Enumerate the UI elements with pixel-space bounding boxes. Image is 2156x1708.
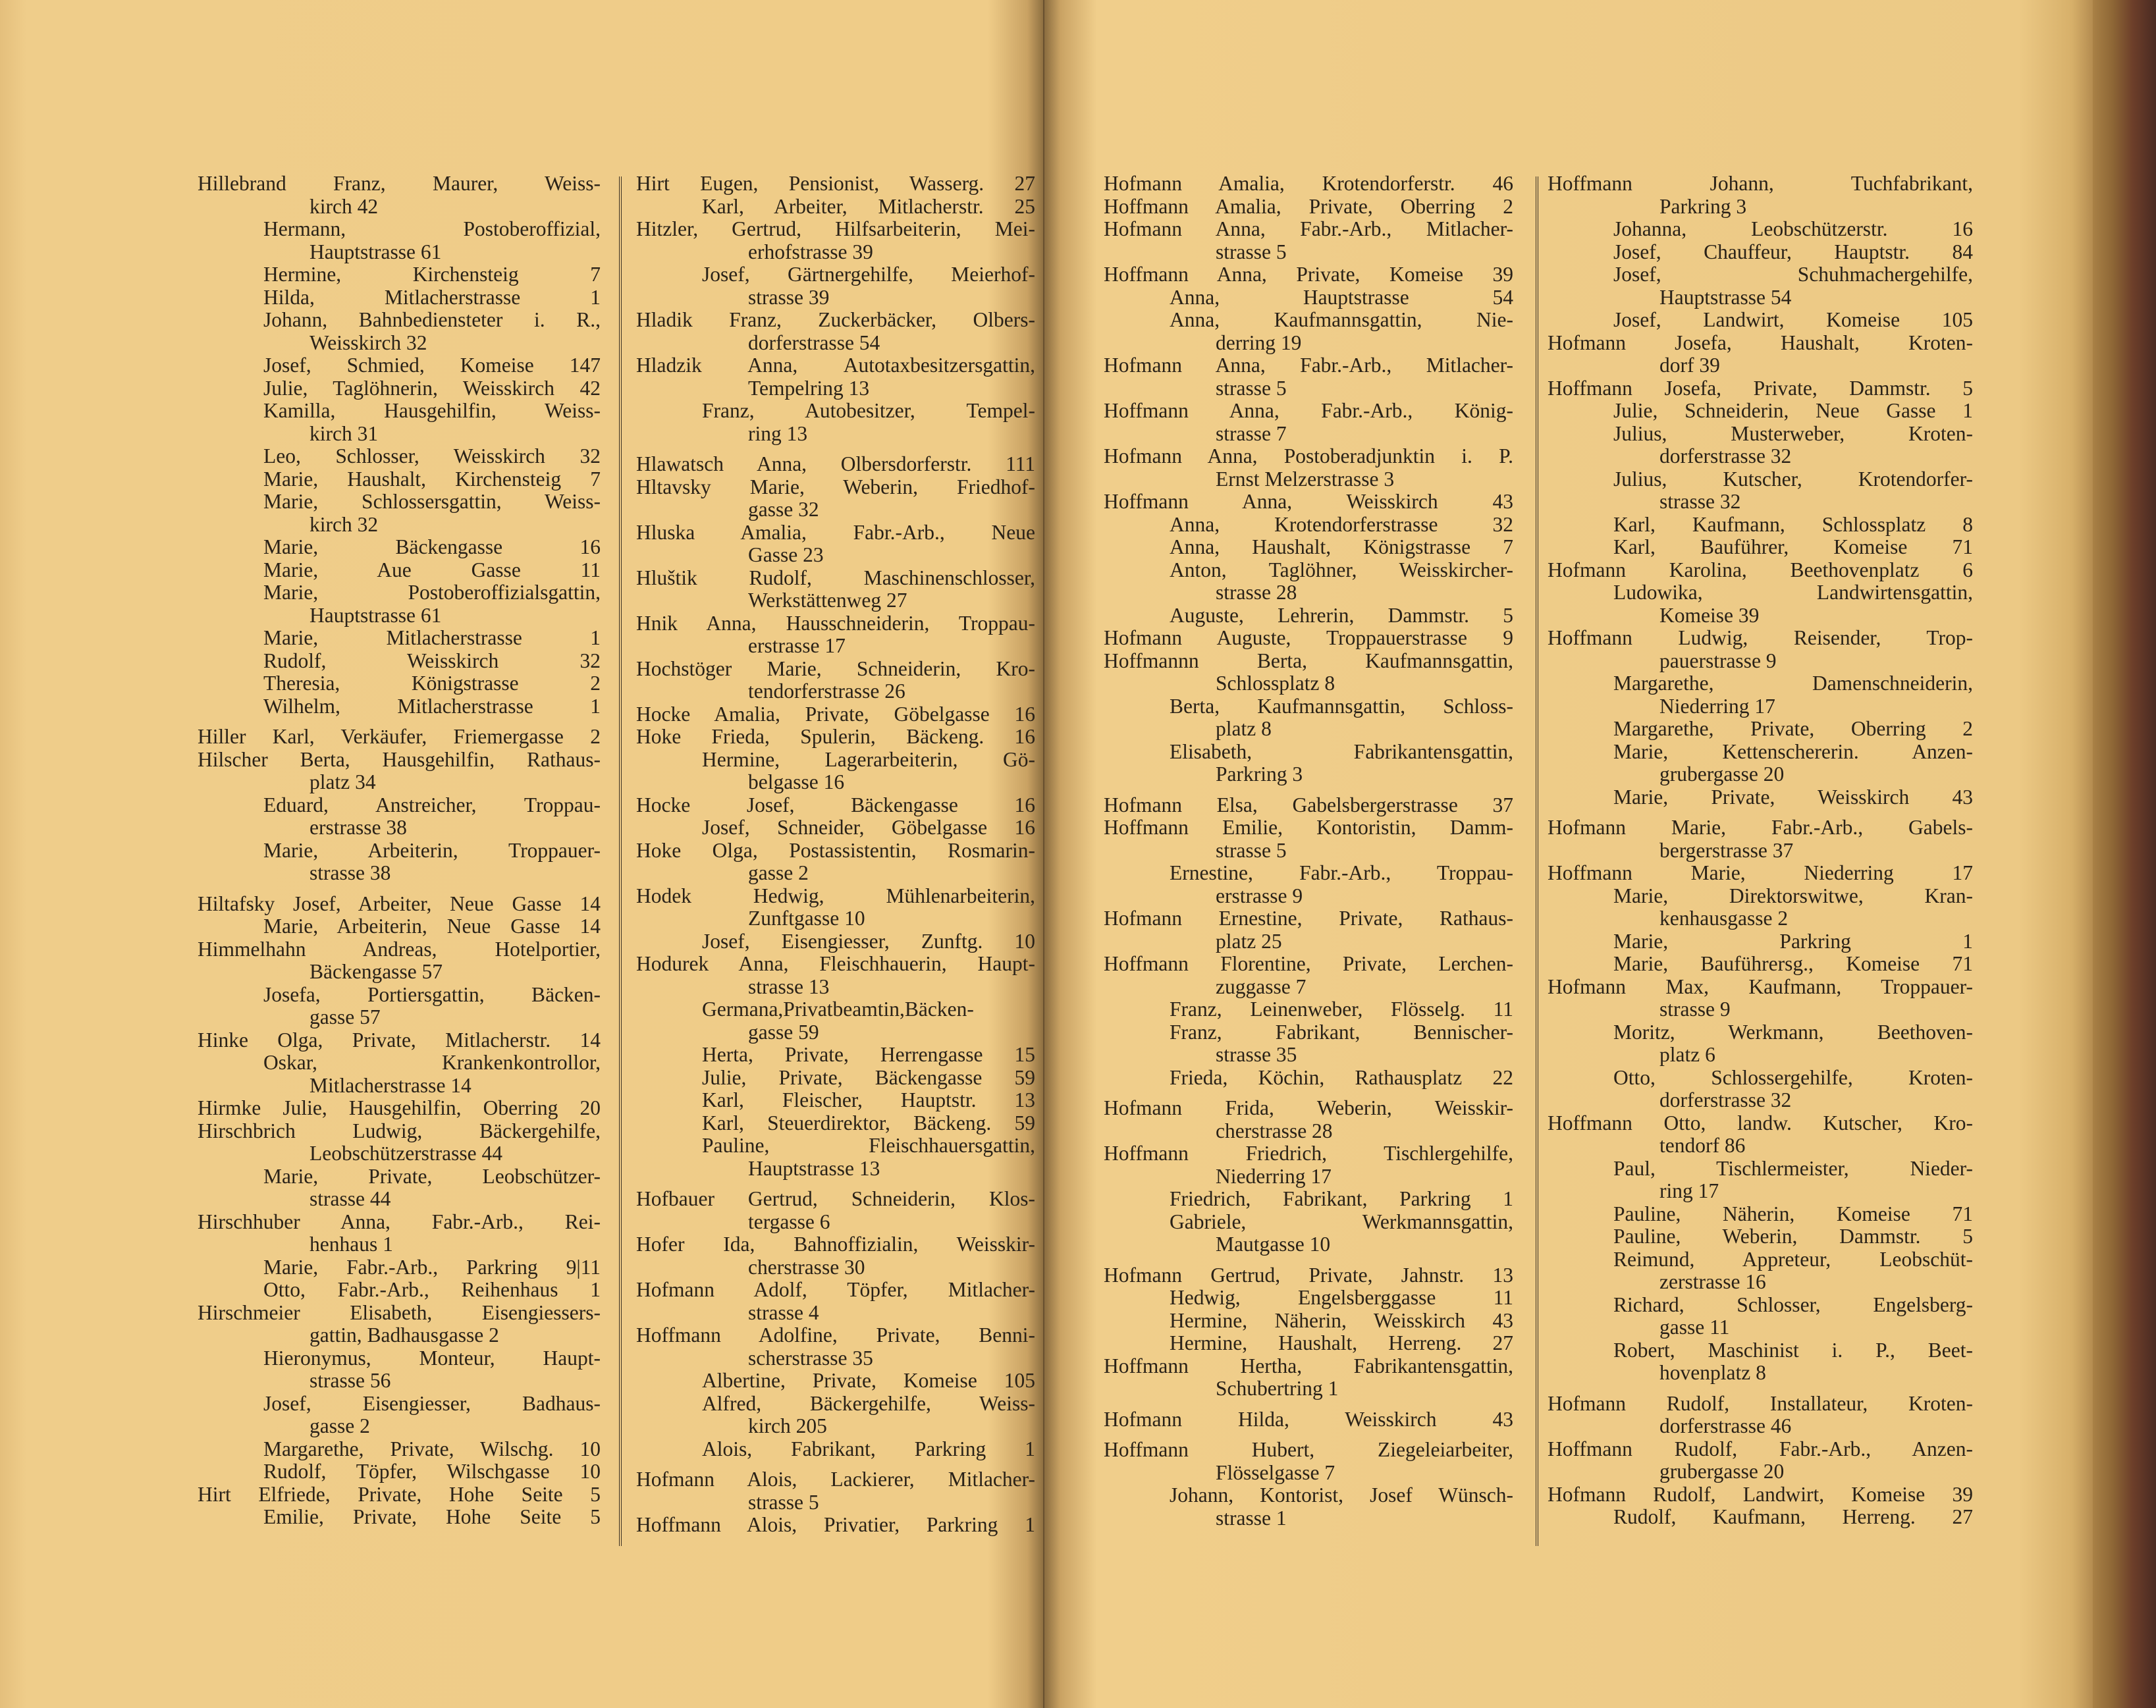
directory-line: Anton, Taglöhner, Weisskircher- <box>1170 558 1513 581</box>
directory-line: Josef, Eisengiesser, Zunftg. 10 <box>702 929 1035 953</box>
directory-line: Franz, Leinenweber, Flösselg. 11 <box>1170 998 1513 1021</box>
directory-line: Hofmann Ernestine, Private, Rathaus- <box>1104 907 1513 930</box>
column-2 <box>636 173 1035 1537</box>
directory-line: Hofmann Anna, Fabr.-Arb., Mitlacher- <box>1104 217 1513 240</box>
directory-line: ring 13 <box>748 421 808 445</box>
directory-line: strasse 7 <box>1216 421 1287 445</box>
directory-line: Anna, Krotendorferstrasse 32 <box>1170 512 1513 536</box>
directory-line: Hoffmann Anna, Private, Komeise 39 <box>1104 263 1513 286</box>
directory-line: Karl, Arbeiter, Mitlacherstr. 25 <box>702 194 1035 218</box>
directory-line: strasse 44 <box>310 1187 391 1210</box>
directory-line: Leobschützerstrasse 44 <box>310 1142 503 1165</box>
directory-line: Josef, Chauffeur, Hauptstr. 84 <box>1613 240 1973 263</box>
directory-line: dorf 39 <box>1659 354 1720 377</box>
directory-line: Auguste, Lehrerin, Dammstr. 5 <box>1170 603 1513 627</box>
directory-line: strasse 35 <box>1216 1043 1297 1066</box>
directory-line: Karl, Steuerdirektor, Bäckeng. 59 <box>702 1111 1035 1134</box>
directory-line: Hoffmann Amalia, Private, Oberring 2 <box>1104 194 1513 218</box>
directory-line: Hoffmann Anna, Weisskirch 43 <box>1104 490 1513 513</box>
column-rule <box>619 176 622 1546</box>
directory-line: Pauline, Fleischhauersgattin, <box>702 1134 1035 1157</box>
directory-line: Hauptstrasse 61 <box>310 240 442 263</box>
directory-line: Hocke Amalia, Private, Göbelgasse 16 <box>636 702 1035 726</box>
directory-line: Hirt Elfriede, Private, Hohe Seite 5 <box>198 1482 601 1506</box>
directory-line: Robert, Maschinist i. P., Beet- <box>1613 1338 1973 1362</box>
directory-line: hovenplatz 8 <box>1659 1361 1766 1384</box>
directory-line: Zunftgasse 10 <box>748 907 865 930</box>
directory-line: zuggasse 7 <box>1216 974 1307 998</box>
directory-line: gasse 2 <box>748 861 809 884</box>
directory-line: Hofmann Anna, Postoberadjunktin i. P. <box>1104 444 1513 467</box>
directory-line: Germana,Privatbeamtin,Bäcken- <box>702 998 974 1021</box>
directory-line: Hiltafsky Josef, Arbeiter, Neue Gasse 14 <box>198 892 601 915</box>
directory-line: Anna, Haushalt, Königstrasse 7 <box>1170 535 1513 558</box>
directory-line: Josef, Landwirt, Komeise 105 <box>1613 308 1973 331</box>
directory-line: tendorf 86 <box>1659 1134 1746 1157</box>
directory-line: kenhausgasse 2 <box>1659 907 1789 930</box>
directory-line: platz 25 <box>1216 929 1282 953</box>
directory-line: pauerstrasse 9 <box>1659 649 1777 672</box>
directory-line: Margarethe, Private, Oberring 2 <box>1613 717 1973 740</box>
directory-line: Hofmann Rudolf, Landwirt, Komeise 39 <box>1548 1482 1973 1506</box>
directory-line: Schubertring 1 <box>1216 1377 1339 1400</box>
directory-line: platz 34 <box>310 770 376 793</box>
directory-line: Hoffmann Anna, Fabr.-Arb., König- <box>1104 399 1513 422</box>
directory-line: Marie, Haushalt, Kirchensteig 7 <box>263 467 601 491</box>
directory-line: Hoffmann Ludwig, Reisender, Trop- <box>1548 626 1973 649</box>
directory-line: platz 6 <box>1659 1043 1715 1066</box>
directory-line: Bäckengasse 57 <box>310 960 443 983</box>
directory-line: Hoffmann Alois, Privatier, Parkring 1 <box>636 1513 1035 1536</box>
directory-line: gasse 59 <box>748 1020 819 1044</box>
directory-line: Hirmke Julie, Hausgehilfin, Oberring 20 <box>198 1096 601 1119</box>
directory-line: Pauline, Näherin, Komeise 71 <box>1613 1202 1973 1225</box>
directory-line: Leo, Schlosser, Weisskirch 32 <box>263 444 601 467</box>
directory-line: strasse 38 <box>310 861 391 884</box>
gutter <box>1043 0 1044 1708</box>
directory-line: Hirschhuber Anna, Fabr.-Arb., Rei- <box>198 1210 601 1233</box>
directory-line: Weisskirch 32 <box>310 331 427 354</box>
directory-line: zerstrasse 16 <box>1659 1270 1766 1293</box>
directory-line: Alfred, Bäckergehilfe, Weiss- <box>702 1391 1035 1415</box>
directory-line: Hofmann Marie, Fabr.-Arb., Gabels- <box>1548 816 1973 839</box>
directory-line: Hoffmann Friedrich, Tischlergehilfe, <box>1104 1142 1513 1165</box>
directory-line: strasse 39 <box>748 285 830 309</box>
directory-line: Mautgasse 10 <box>1216 1233 1331 1256</box>
directory-line: Elisabeth, Fabrikantensgattin, <box>1170 739 1513 763</box>
directory-line: Hodek Hedwig, Mühlenarbeiterin, <box>636 884 1035 907</box>
directory-line: Karl, Kaufmann, Schlossplatz 8 <box>1613 512 1973 536</box>
directory-line: Hnik Anna, Hausschneiderin, Troppau- <box>636 611 1035 635</box>
directory-line: Hauptstrasse 61 <box>310 603 442 627</box>
directory-line: Schlossplatz 8 <box>1216 672 1335 695</box>
directory-line: kirch 31 <box>310 421 379 445</box>
directory-line: Hermine, Haushalt, Herreng. 27 <box>1170 1331 1513 1354</box>
directory-line: Marie, Bäckengasse 16 <box>263 535 601 558</box>
directory-line: strasse 5 <box>1216 838 1287 862</box>
directory-line: Ludowika, Landwirtensgattin, <box>1613 581 1973 604</box>
directory-line: Gabriele, Werkmannsgattin, <box>1170 1210 1513 1233</box>
directory-line: Marie, Mitlacherstrasse 1 <box>263 626 601 649</box>
directory-line: Anna, Hauptstrasse 54 <box>1170 285 1513 309</box>
directory-line: Richard, Schlosser, Engelsberg- <box>1613 1293 1973 1316</box>
directory-line: Hedwig, Engelsberggasse 11 <box>1170 1286 1513 1309</box>
directory-line: grubergasse 20 <box>1659 1460 1785 1483</box>
directory-line: Julie, Taglöhnerin, Weisskirch 42 <box>263 376 601 400</box>
directory-line: strasse 1 <box>1216 1506 1287 1530</box>
directory-line: Hermine, Lagerarbeiterin, Gö- <box>702 747 1035 771</box>
directory-line: Ernestine, Fabr.-Arb., Troppau- <box>1170 861 1513 884</box>
directory-line: Hofmann Rudolf, Installateur, Kroten- <box>1548 1391 1973 1415</box>
directory-line: strasse 5 <box>1216 240 1287 263</box>
directory-line: Hoffmann Johann, Tuchfabrikant, <box>1548 172 1973 195</box>
directory-line: erstrasse 17 <box>748 634 846 657</box>
directory-line: Johann, Bahnbediensteter i. R., <box>263 308 601 331</box>
directory-line: Hoffmann Hertha, Fabrikantensgattin, <box>1104 1354 1513 1377</box>
directory-line: Werkstättenweg 27 <box>748 589 907 612</box>
directory-line: Johann, Kontorist, Josef Wünsch- <box>1170 1483 1513 1507</box>
directory-line: Friedrich, Fabrikant, Parkring 1 <box>1170 1187 1513 1210</box>
directory-line: Ernst Melzerstrasse 3 <box>1216 467 1395 491</box>
directory-line: Marie, Private, Leobschützer- <box>263 1164 601 1188</box>
column-rule <box>1536 176 1538 1546</box>
directory-line: Anna, Kaufmannsgattin, Nie- <box>1170 308 1513 331</box>
directory-line: Rudolf, Töpfer, Wilschgasse 10 <box>263 1460 601 1483</box>
directory-line: Hoffmann Florentine, Private, Lerchen- <box>1104 952 1513 975</box>
directory-line: strasse 32 <box>1659 490 1741 513</box>
directory-line: Berta, Kaufmannsgattin, Schloss- <box>1170 694 1513 718</box>
directory-line: Marie, Fabr.-Arb., Parkring 9|11 <box>263 1255 601 1279</box>
directory-line: Hirt Eugen, Pensionist, Wasserg. 27 <box>636 172 1035 195</box>
directory-line: erstrasse 38 <box>310 816 407 839</box>
directory-line: Theresia, Königstrasse 2 <box>263 672 601 695</box>
directory-line: Hitzler, Gertrud, Hilfsarbeiterin, Mei- <box>636 217 1035 240</box>
directory-line: Hofbauer Gertrud, Schneiderin, Klos- <box>636 1187 1035 1210</box>
directory-line: strasse 28 <box>1216 581 1297 604</box>
directory-line: Herta, Private, Herrengasse 15 <box>702 1043 1035 1066</box>
directory-line: Marie, Kettenschererin. Anzen- <box>1613 739 1973 763</box>
directory-line: strasse 4 <box>748 1300 819 1324</box>
directory-line: Margarethe, Damenschneiderin, <box>1613 672 1973 695</box>
directory-line: Himmelhahn Andreas, Hotelportier, <box>198 937 601 961</box>
directory-line: Hieronymus, Monteur, Haupt- <box>263 1346 601 1370</box>
directory-line: kirch 32 <box>310 512 379 536</box>
directory-line: Hirschbrich Ludwig, Bäckergehilfe, <box>198 1119 601 1142</box>
directory-line: Hochstöger Marie, Schneiderin, Kro- <box>636 656 1035 680</box>
directory-line: strasse 13 <box>748 974 830 998</box>
directory-line: derring 19 <box>1216 331 1302 354</box>
directory-line: Alois, Fabrikant, Parkring 1 <box>702 1437 1035 1460</box>
directory-line: Albertine, Private, Komeise 105 <box>702 1369 1035 1392</box>
directory-line: Oskar, Krankenkontrollor, <box>263 1051 601 1074</box>
directory-line: Otto, Fabr.-Arb., Reihenhaus 1 <box>263 1278 601 1301</box>
directory-line: Hinke Olga, Private, Mitlacherstr. 14 <box>198 1028 601 1052</box>
directory-line: Otto, Schlossergehilfe, Kroten- <box>1613 1065 1973 1089</box>
directory-line: gattin, Badhausgasse 2 <box>310 1323 499 1347</box>
directory-line: Karl, Bauführer, Komeise 71 <box>1613 535 1973 558</box>
directory-line: Hoke Frieda, Spulerin, Bäckeng. 16 <box>636 725 1035 748</box>
directory-line: Parkring 3 <box>1659 194 1747 218</box>
directory-line: Franz, Autobesitzer, Tempel- <box>702 399 1035 422</box>
directory-line: gasse 57 <box>310 1005 381 1028</box>
directory-line: henhaus 1 <box>310 1233 393 1256</box>
directory-line: ring 17 <box>1659 1179 1719 1202</box>
directory-line: Hofmann Hilda, Weisskirch 43 <box>1104 1407 1513 1431</box>
directory-line: Franz, Fabrikant, Bennischer- <box>1170 1020 1513 1044</box>
directory-line: Julie, Private, Bäckengasse 59 <box>702 1065 1035 1089</box>
directory-line: Hilda, Mitlacherstrasse 1 <box>263 285 601 309</box>
directory-line: Marie, Direktorswitwe, Kran- <box>1613 884 1973 907</box>
directory-line: Gasse 23 <box>748 543 824 566</box>
directory-line: Parkring 3 <box>1216 762 1303 786</box>
directory-line: Marie, Parkring 1 <box>1613 929 1973 953</box>
directory-line: Hillebrand Franz, Maurer, Weiss- <box>198 172 601 195</box>
directory-line: Flösselgasse 7 <box>1216 1460 1335 1484</box>
directory-line: Josef, Eisengiesser, Badhaus- <box>263 1391 601 1415</box>
directory-line: Hofmann Adolf, Töpfer, Mitlacher- <box>636 1278 1035 1301</box>
directory-line: Hofmann Alois, Lackierer, Mitlacher- <box>636 1468 1035 1491</box>
directory-line: Eduard, Anstreicher, Troppau- <box>263 793 601 816</box>
directory-line: Komeise 39 <box>1659 603 1760 627</box>
directory-line: Hofmann Josefa, Haushalt, Kroten- <box>1548 331 1973 354</box>
directory-line: Hermine, Näherin, Weisskirch 43 <box>1170 1308 1513 1332</box>
directory-line: gasse 2 <box>310 1414 370 1437</box>
directory-line: belgasse 16 <box>748 770 845 793</box>
directory-line: Marie, Postoberoffizialsgattin, <box>263 581 601 604</box>
directory-line: Johanna, Leobschützerstr. 16 <box>1613 217 1973 240</box>
directory-line: Moritz, Werkmann, Beethoven- <box>1613 1020 1973 1044</box>
directory-line: Kamilla, Hausgehilfin, Weiss- <box>263 399 601 422</box>
directory-line: Rudolf, Weisskirch 32 <box>263 649 601 672</box>
directory-line: Hoffmann Emilie, Kontoristin, Damm- <box>1104 816 1513 839</box>
directory-line: Julie, Schneiderin, Neue Gasse 1 <box>1613 399 1973 422</box>
directory-line: Hoffmannn Berta, Kaufmannsgattin, <box>1104 649 1513 672</box>
directory-line: Hoffmann Hubert, Ziegeleiarbeiter, <box>1104 1438 1513 1461</box>
directory-line: Hofmann Karolina, Beethovenplatz 6 <box>1548 558 1973 581</box>
directory-line: Hermine, Kirchensteig 7 <box>263 263 601 286</box>
directory-line: scherstrasse 35 <box>748 1346 873 1370</box>
directory-line: Hladzik Anna, Autotaxbesitzersgattin, <box>636 354 1035 377</box>
directory-line: Hofmann Amalia, Krotendorferstr. 46 <box>1104 172 1513 195</box>
directory-line: Hofmann Max, Kaufmann, Troppauer- <box>1548 974 1973 998</box>
directory-line: Hilscher Berta, Hausgehilfin, Rathaus- <box>198 747 601 771</box>
directory-line: dorferstrasse 54 <box>748 331 880 354</box>
directory-line: Hiller Karl, Verkäufer, Friemergasse 2 <box>198 725 601 748</box>
directory-line: kirch 42 <box>310 194 379 218</box>
directory-line: strasse 56 <box>310 1369 391 1392</box>
directory-line: dorferstrasse 32 <box>1659 1088 1792 1111</box>
directory-line: Hofmann Gertrud, Private, Jahnstr. 13 <box>1104 1263 1513 1287</box>
directory-line: Reimund, Appreteur, Leobschüt- <box>1613 1247 1973 1271</box>
directory-line: strasse 9 <box>1659 998 1731 1021</box>
directory-line: Hofmann Auguste, Troppauerstrasse 9 <box>1104 626 1513 649</box>
directory-line: erhofstrasse 39 <box>748 240 873 263</box>
column-1 <box>198 173 601 1529</box>
directory-line: Hluska Amalia, Fabr.-Arb., Neue <box>636 520 1035 544</box>
directory-line: platz 8 <box>1216 717 1272 740</box>
directory-line: Josef, Schuhmachergehilfe, <box>1613 263 1973 286</box>
directory-line: gasse 11 <box>1659 1316 1730 1339</box>
directory-line: grubergasse 20 <box>1659 762 1785 786</box>
directory-line: Hofmann Elsa, Gabelsbergerstrasse 37 <box>1104 793 1513 816</box>
directory-line: Frieda, Köchin, Rathausplatz 22 <box>1170 1065 1513 1089</box>
directory-line: Hirschmeier Elisabeth, Eisengiessers- <box>198 1300 601 1324</box>
directory-line: Marie, Bauführersg., Komeise 71 <box>1613 952 1973 975</box>
directory-line: cherstrasse 28 <box>1216 1119 1333 1142</box>
directory-line: Josef, Gärtnergehilfe, Meierhof- <box>702 263 1035 286</box>
directory-line: Hoffmann Adolfine, Private, Benni- <box>636 1323 1035 1347</box>
directory-line: Marie, Aue Gasse 11 <box>263 558 601 581</box>
directory-line: Hauptstrasse 13 <box>748 1156 880 1180</box>
directory-line: Julius, Musterweber, Kroten- <box>1613 421 1973 445</box>
directory-line: Hofer Ida, Bahnoffizialin, Weisskir- <box>636 1233 1035 1256</box>
directory-line: Josef, Schneider, Göbelgasse 16 <box>702 816 1035 839</box>
directory-line: Hodurek Anna, Fleischhauerin, Haupt- <box>636 952 1035 975</box>
directory-line: Hocke Josef, Bäckengasse 16 <box>636 793 1035 816</box>
column-3 <box>1104 173 1513 1530</box>
directory-line: Josefa, Portiersgattin, Bäcken- <box>263 982 601 1006</box>
directory-line: Margarethe, Private, Wilschg. 10 <box>263 1437 601 1460</box>
directory-line: Emilie, Private, Hohe Seite 5 <box>263 1505 601 1528</box>
directory-line: Tempelring 13 <box>748 376 870 400</box>
directory-line: Hlawatsch Anna, Olbersdorferstr. 111 <box>636 452 1035 475</box>
directory-line: Hoffmann Rudolf, Fabr.-Arb., Anzen- <box>1548 1437 1973 1460</box>
directory-line: Hofmann Frida, Weberin, Weisskir- <box>1104 1096 1513 1119</box>
directory-line: Hoffmann Otto, landw. Kutscher, Kro- <box>1548 1111 1973 1134</box>
directory-line: dorferstrasse 46 <box>1659 1414 1792 1437</box>
directory-line: Hofmann Anna, Fabr.-Arb., Mitlacher- <box>1104 354 1513 377</box>
directory-line: Hoffmann Josefa, Private, Dammstr. 5 <box>1548 376 1973 400</box>
directory-line: Marie, Schlossersgattin, Weiss- <box>263 490 601 513</box>
directory-line: erstrasse 9 <box>1216 884 1303 907</box>
directory-line: Hauptstrasse 54 <box>1659 285 1792 309</box>
directory-line: Marie, Arbeiterin, Neue Gasse 14 <box>263 915 601 938</box>
column-4 <box>1548 173 1973 1529</box>
directory-line: tergasse 6 <box>748 1210 830 1233</box>
directory-line: kirch 205 <box>748 1414 827 1437</box>
directory-line: Hoke Olga, Postassistentin, Rosmarin- <box>636 838 1035 862</box>
directory-line: Niederring 17 <box>1659 694 1775 718</box>
directory-line: Hluštik Rudolf, Maschinenschlosser, <box>636 566 1035 589</box>
directory-line: strasse 5 <box>1216 376 1287 400</box>
directory-line: bergerstrasse 37 <box>1659 838 1794 862</box>
directory-line: strasse 5 <box>748 1490 819 1514</box>
directory-line: Hoffmann Marie, Niederring 17 <box>1548 861 1973 884</box>
directory-line: Paul, Tischlermeister, Nieder- <box>1613 1156 1973 1180</box>
directory-line: Karl, Fleischer, Hauptstr. 13 <box>702 1088 1035 1111</box>
directory-line: dorferstrasse 32 <box>1659 444 1792 467</box>
directory-line: Pauline, Weberin, Dammstr. 5 <box>1613 1225 1973 1248</box>
directory-line: tendorferstrasse 26 <box>748 680 905 703</box>
directory-line: Mitlacherstrasse 14 <box>310 1073 472 1097</box>
directory-line: Marie, Private, Weisskirch 43 <box>1613 785 1973 809</box>
directory-line: Hltavsky Marie, Weberin, Friedhof- <box>636 475 1035 498</box>
directory-line: Wilhelm, Mitlacherstrasse 1 <box>263 694 601 718</box>
directory-line: cherstrasse 30 <box>748 1255 865 1279</box>
directory-line: Hermann, Postoberoffizial, <box>263 217 601 240</box>
directory-line: Hladik Franz, Zuckerbäcker, Olbers- <box>636 308 1035 331</box>
directory-line: Josef, Schmied, Komeise 147 <box>263 354 601 377</box>
book-edge <box>2093 0 2156 1708</box>
directory-line: Rudolf, Kaufmann, Herreng. 27 <box>1613 1505 1973 1528</box>
directory-line: gasse 32 <box>748 498 819 521</box>
directory-line: Marie, Arbeiterin, Troppauer- <box>263 838 601 862</box>
directory-line: Niederring 17 <box>1216 1164 1332 1188</box>
directory-line: Julius, Kutscher, Krotendorfer- <box>1613 467 1973 491</box>
